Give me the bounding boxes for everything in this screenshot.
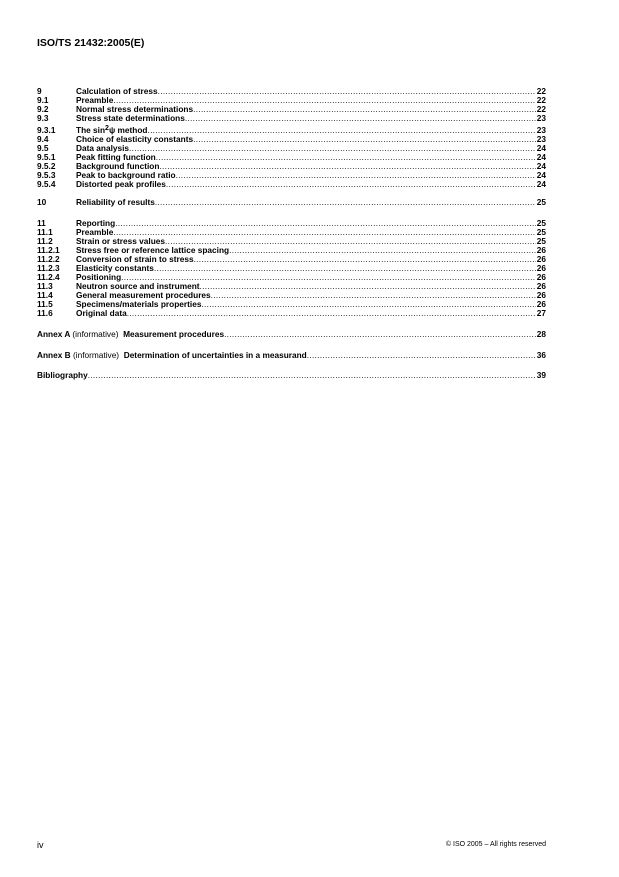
toc-entry-title: Peak fitting function <box>76 152 156 162</box>
dot-leader <box>159 162 535 171</box>
toc-entry-title: Specimens/materials properties <box>76 299 202 309</box>
toc-entry-number: 9.5.4 <box>37 179 56 189</box>
toc-entry[interactable] <box>37 198 546 207</box>
toc-annex-entry[interactable] <box>37 351 546 360</box>
toc-entry-number: 9.5 <box>37 143 49 153</box>
toc-entry-page: 25 <box>536 236 546 246</box>
toc-entry-page: 25 <box>536 227 546 237</box>
toc-entry-number: 9 <box>37 86 42 96</box>
toc-annex-entry[interactable] <box>37 330 546 339</box>
dot-leader <box>158 87 536 96</box>
toc-entry-page: 24 <box>536 152 546 162</box>
toc-entry[interactable] <box>37 114 546 123</box>
toc-entry-title: Stress state determinations <box>76 113 185 123</box>
table-of-contents <box>37 87 546 380</box>
toc-entry-page: 26 <box>536 272 546 282</box>
toc-entry-page: 23 <box>536 113 546 123</box>
toc-entry-page: 26 <box>536 299 546 309</box>
toc-entry-title: Reliability of results <box>76 197 155 207</box>
toc-entry[interactable] <box>37 219 546 228</box>
toc-entry-number: 9.2 <box>37 104 49 114</box>
dot-leader <box>176 171 536 180</box>
toc-entry-page: 22 <box>536 95 546 105</box>
dot-leader <box>127 309 536 318</box>
toc-entry-number: 11.2.4 <box>37 272 60 282</box>
toc-entry-page: 22 <box>536 86 546 96</box>
toc-entry-page: 36 <box>536 350 546 360</box>
toc-entry-title: Positioning <box>76 272 122 282</box>
toc-entry-page: 22 <box>536 104 546 114</box>
toc-entry-title: Preamble <box>76 227 114 237</box>
toc-entry-title: Strain or stress values <box>76 236 166 246</box>
toc-entry-page: 28 <box>536 329 546 339</box>
toc-entry-number: 11.5 <box>37 299 53 309</box>
toc-entry-page: 26 <box>536 263 546 273</box>
annex-name: Determination of uncertainties in a measurand <box>123 350 307 360</box>
toc-entry-title: Conversion of strain to stress <box>76 254 194 264</box>
title-text: ψ method <box>108 125 148 135</box>
dot-leader <box>193 105 536 114</box>
toc-entry-number: 11.3 <box>37 281 53 291</box>
toc-entry-page: 25 <box>536 197 546 207</box>
title-text: The sin <box>76 125 106 135</box>
annex-type: (informative) <box>72 329 119 339</box>
dot-leader <box>224 330 536 339</box>
toc-entry-page: 26 <box>536 245 546 255</box>
toc-entry-page: 26 <box>536 254 546 264</box>
toc-entry-number: 9.5.2 <box>37 161 56 171</box>
toc-entry-number: 9.5.1 <box>37 152 56 162</box>
toc-entry-number: 11.2 <box>37 236 53 246</box>
toc-entry-title: Original data <box>76 308 127 318</box>
toc-entry-page: 23 <box>536 125 546 135</box>
copyright-notice: © ISO 2005 – All rights reserved <box>445 841 546 848</box>
annex-label: Annex A <box>37 329 71 339</box>
dot-leader <box>155 198 536 207</box>
toc-entry-page: 39 <box>536 370 546 380</box>
dot-leader <box>147 126 535 135</box>
toc-entry-page: 26 <box>536 281 546 291</box>
dot-leader <box>88 371 536 380</box>
toc-entry-title: Stress free or reference lattice spacing <box>76 245 230 255</box>
annex-name: Measurement procedures <box>123 329 225 339</box>
toc-entry-title: Calculation of stress <box>76 86 158 96</box>
dot-leader <box>166 180 536 189</box>
toc-entry-number: 10 <box>37 197 47 207</box>
dot-leader <box>211 291 536 300</box>
document-header: ISO/TS 21432:2005(E) <box>37 37 145 49</box>
toc-entry[interactable] <box>37 87 546 96</box>
dot-leader <box>113 228 535 237</box>
toc-entry-number: 9.3 <box>37 113 49 123</box>
toc-entry-number: 11.1 <box>37 227 53 237</box>
dot-leader <box>194 255 536 264</box>
toc-entry-number: 11.2.3 <box>37 263 60 273</box>
toc-bibliography-entry[interactable] <box>37 371 546 380</box>
toc-entry-number: 11 <box>37 218 46 228</box>
dot-leader <box>200 282 536 291</box>
toc-entry-title: Reporting <box>76 218 116 228</box>
toc-entry-number: 11.4 <box>37 290 53 300</box>
toc-entry-title: Neutron source and instrument <box>76 281 200 291</box>
toc-entry-number: 9.3.1 <box>37 125 56 135</box>
dot-leader <box>229 246 536 255</box>
toc-entry[interactable] <box>37 309 546 318</box>
toc-entry-number: 11.2.2 <box>37 254 60 264</box>
toc-entry-title: General measurement procedures <box>76 290 211 300</box>
superscript: 2 <box>105 125 109 132</box>
page-number: iv <box>37 840 44 850</box>
dot-leader <box>129 144 536 153</box>
bibliography-title: Bibliography <box>37 370 88 380</box>
toc-entry-page: 24 <box>536 170 546 180</box>
dot-leader <box>201 300 535 309</box>
toc-entry[interactable] <box>37 180 546 189</box>
toc-entry-title: Preamble <box>76 95 114 105</box>
toc-entry-number: 9.4 <box>37 134 49 144</box>
toc-entry-title: Normal stress determinations <box>76 104 194 114</box>
toc-entry-title: Peak to background ratio <box>76 170 176 180</box>
toc-entry-page: 26 <box>536 290 546 300</box>
toc-entry-page: 25 <box>536 218 546 228</box>
toc-entry-title: Data analysis <box>76 143 130 153</box>
toc-entry-page: 24 <box>536 143 546 153</box>
toc-entry-page: 27 <box>536 308 546 318</box>
toc-entry-number: 9.5.3 <box>37 170 56 180</box>
dot-leader <box>156 153 536 162</box>
dot-leader <box>154 264 536 273</box>
annex-label: Annex B <box>37 350 71 360</box>
toc-entry-page: 24 <box>536 179 546 189</box>
toc-entry-page: 24 <box>536 161 546 171</box>
toc-entry-title: Choice of elasticity constants <box>76 134 194 144</box>
annex-type: (informative) <box>72 350 120 360</box>
toc-entry-number: 9.1 <box>37 95 49 105</box>
toc-entry-number: 11.2.1 <box>37 245 60 255</box>
toc-entry-title: Elasticity constants <box>76 263 154 273</box>
toc-entry-number: 11.6 <box>37 308 53 318</box>
dot-leader <box>307 351 536 360</box>
dot-leader <box>193 135 536 144</box>
dot-leader <box>185 114 536 123</box>
toc-entry-title: Distorted peak profiles <box>76 179 166 189</box>
annex-title <box>37 330 224 339</box>
dot-leader <box>115 219 536 228</box>
toc-entry-page: 23 <box>536 134 546 144</box>
toc-entry-title: Background function <box>76 161 160 171</box>
annex-title <box>37 351 307 360</box>
